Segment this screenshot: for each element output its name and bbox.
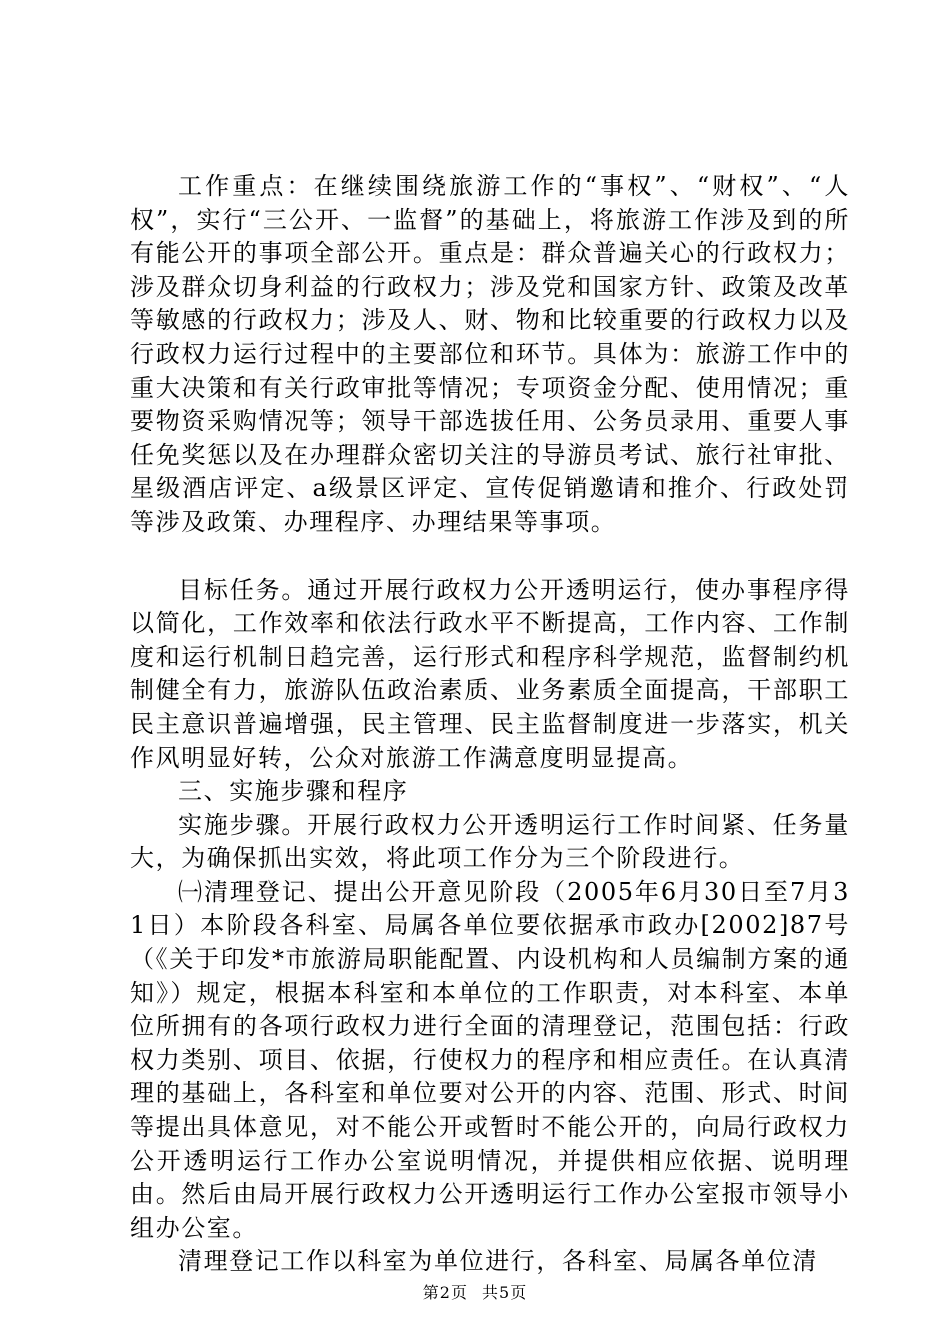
paragraph-stage-one: ㈠清理登记、提出公开意见阶段（2005年6月30日至7月31日）本阶段各科室、局属各单位要依据承市政办[2002]87号（《关于印发*市旅游局职能配置、内设机构和人员编制方案的通知》）规定，根据本科室和本单位的工作职责，对本科室、本单位所拥有的各项行政权力进行全面的清理登记，范围包括：行政权力类别、项目、依据，行使权力的程序和相应责任。在认真清理的基础上，各科室和单位要对公开的内容、范围、形式、时间等提出具体意见，对不能公开或暂时不能公开的，向局行政权力公开透明运行工作办公室说明情况，并提供相应依据、说明理由。然后由局开展行政权力公开透明运行工作办公室报市领导小组办公室。 (130, 877, 850, 1242)
paragraph-steps-intro: 实施步骤。开展行政权力公开透明运行工作时间紧、任务量大，为确保抓出实效，将此项工作分为三个阶段进行。 (130, 810, 850, 873)
page-total: 共5页 (482, 1283, 528, 1302)
page-number: 第2页 (422, 1283, 468, 1302)
page-footer (0, 1283, 950, 1303)
paragraph-spacer (130, 540, 850, 574)
section-heading-steps: 三、实施步骤和程序 (178, 777, 409, 806)
paragraph-work-focus: 工作重点：在继续围绕旅游工作的“事权”、“财权”、“人权”，实行“三公开、一监督”的基础上，将旅游工作涉及到的所有能公开的事项全部公开。重点是：群众普遍关心的行政权力；涉及群众切身利益的行政权力；涉及党和国家方针、政策及改革等敏感的行政权力；涉及人、财、物和比较重要的行政权力以及行政权力运行过程中的主要部位和环节。具体为：旅游工作中的重大决策和有关行政审批等情况；专项资金分配、使用情况；重要物资采购情况等；领导干部选拔任用、公务员录用、重要人事任免奖惩以及在办理群众密切关注的导游员考试、旅行社审批、星级酒店评定、a级景区评定、宣传促销邀请和推介、行政处罚等涉及政策、办理程序、办理结果等事项。 (130, 172, 850, 536)
paragraph-goals: 目标任务。通过开展行政权力公开透明运行，使办事程序得以简化，工作效率和依法行政水平不断提高，工作内容、工作制度和运行机制日趋完善，运行形式和程序科学规范，监督制约机制健全有力，旅游队伍政治素质、业务素质全面提高，干部职工民主意识普遍增强，民主管理、民主监督制度进一步落实，机关作风明显好转，公众对旅游工作满意度明显提高。 (130, 575, 850, 772)
paragraph-registration: 清理登记工作以科室为单位进行，各科室、局属各单位清 (178, 1247, 818, 1276)
document-body (130, 170, 850, 1279)
